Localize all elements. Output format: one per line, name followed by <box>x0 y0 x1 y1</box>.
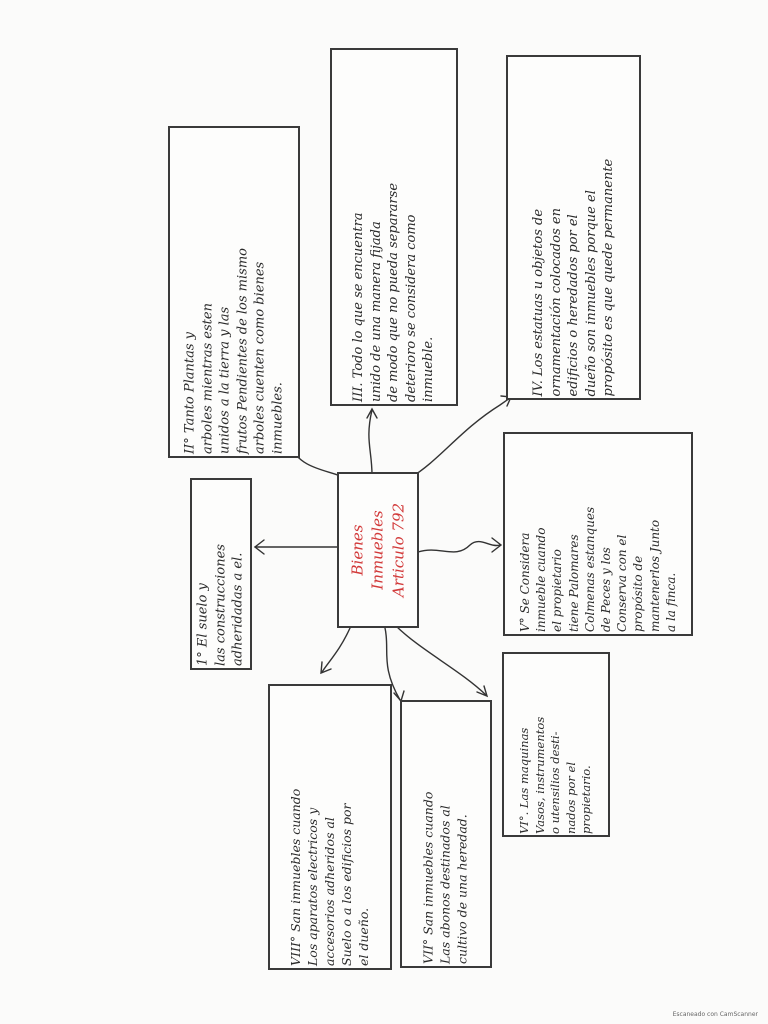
node-iv-text: IV. Los estatuas u objetos de ornamentación colocados en edificios o heredados por el dueño son inmuebles porque el propósito es que quede permanente <box>530 158 616 396</box>
connector-viii <box>322 628 350 672</box>
center-node-text: Bienes Inmuebles Articulo 792 <box>348 502 408 598</box>
connector-iii <box>369 410 372 475</box>
node-v-text: V° Se Considera inmueble cuando el propietario tiene Palomares Colmenas estanques de Peces y los Conserva con el propósito de mantenerlos Junto a la finca. <box>518 506 678 632</box>
scanner-footer: Escaneado con CamScanner <box>672 1011 758 1018</box>
node-ii-text: II° Tanto Plantas y arboles mientras esten unidos a la tierra y las frutos Pendientes de los mismo arboles cuenten como bienes inmuebles. <box>182 248 286 454</box>
node-vii <box>400 700 492 968</box>
node-vi <box>502 652 610 837</box>
node-vii-text: VII° San inmuebles cuando Las abonos destinados al cultivo de una heredad. <box>420 791 470 964</box>
node-viii-text: VIII° San inmuebles cuando Los aparatos electricos y accesorios adheridos al Suelo o a los edificios por el dueño. <box>287 788 371 966</box>
node-v <box>503 432 693 636</box>
node-iii <box>330 48 458 406</box>
connector-iv <box>410 398 510 478</box>
node-viii <box>268 684 392 970</box>
node-i-text: 1° El suelo y las construcciones adheridadas a el. <box>195 544 246 666</box>
center-node <box>337 472 419 628</box>
connector-vi <box>395 625 486 695</box>
node-ii <box>168 126 300 458</box>
node-vi-text: VI°. Las maquinas Vasos, instrumentos o utensilios desti- nados por el propietario. <box>517 716 594 834</box>
node-i <box>190 478 252 670</box>
node-iv <box>506 55 641 400</box>
connector-v <box>418 542 500 552</box>
node-iii-text: III. Todo lo que se encuentra unido de una manera fijada de modo que no pueda separarse deterioro se considera como inmueble. <box>351 182 437 402</box>
